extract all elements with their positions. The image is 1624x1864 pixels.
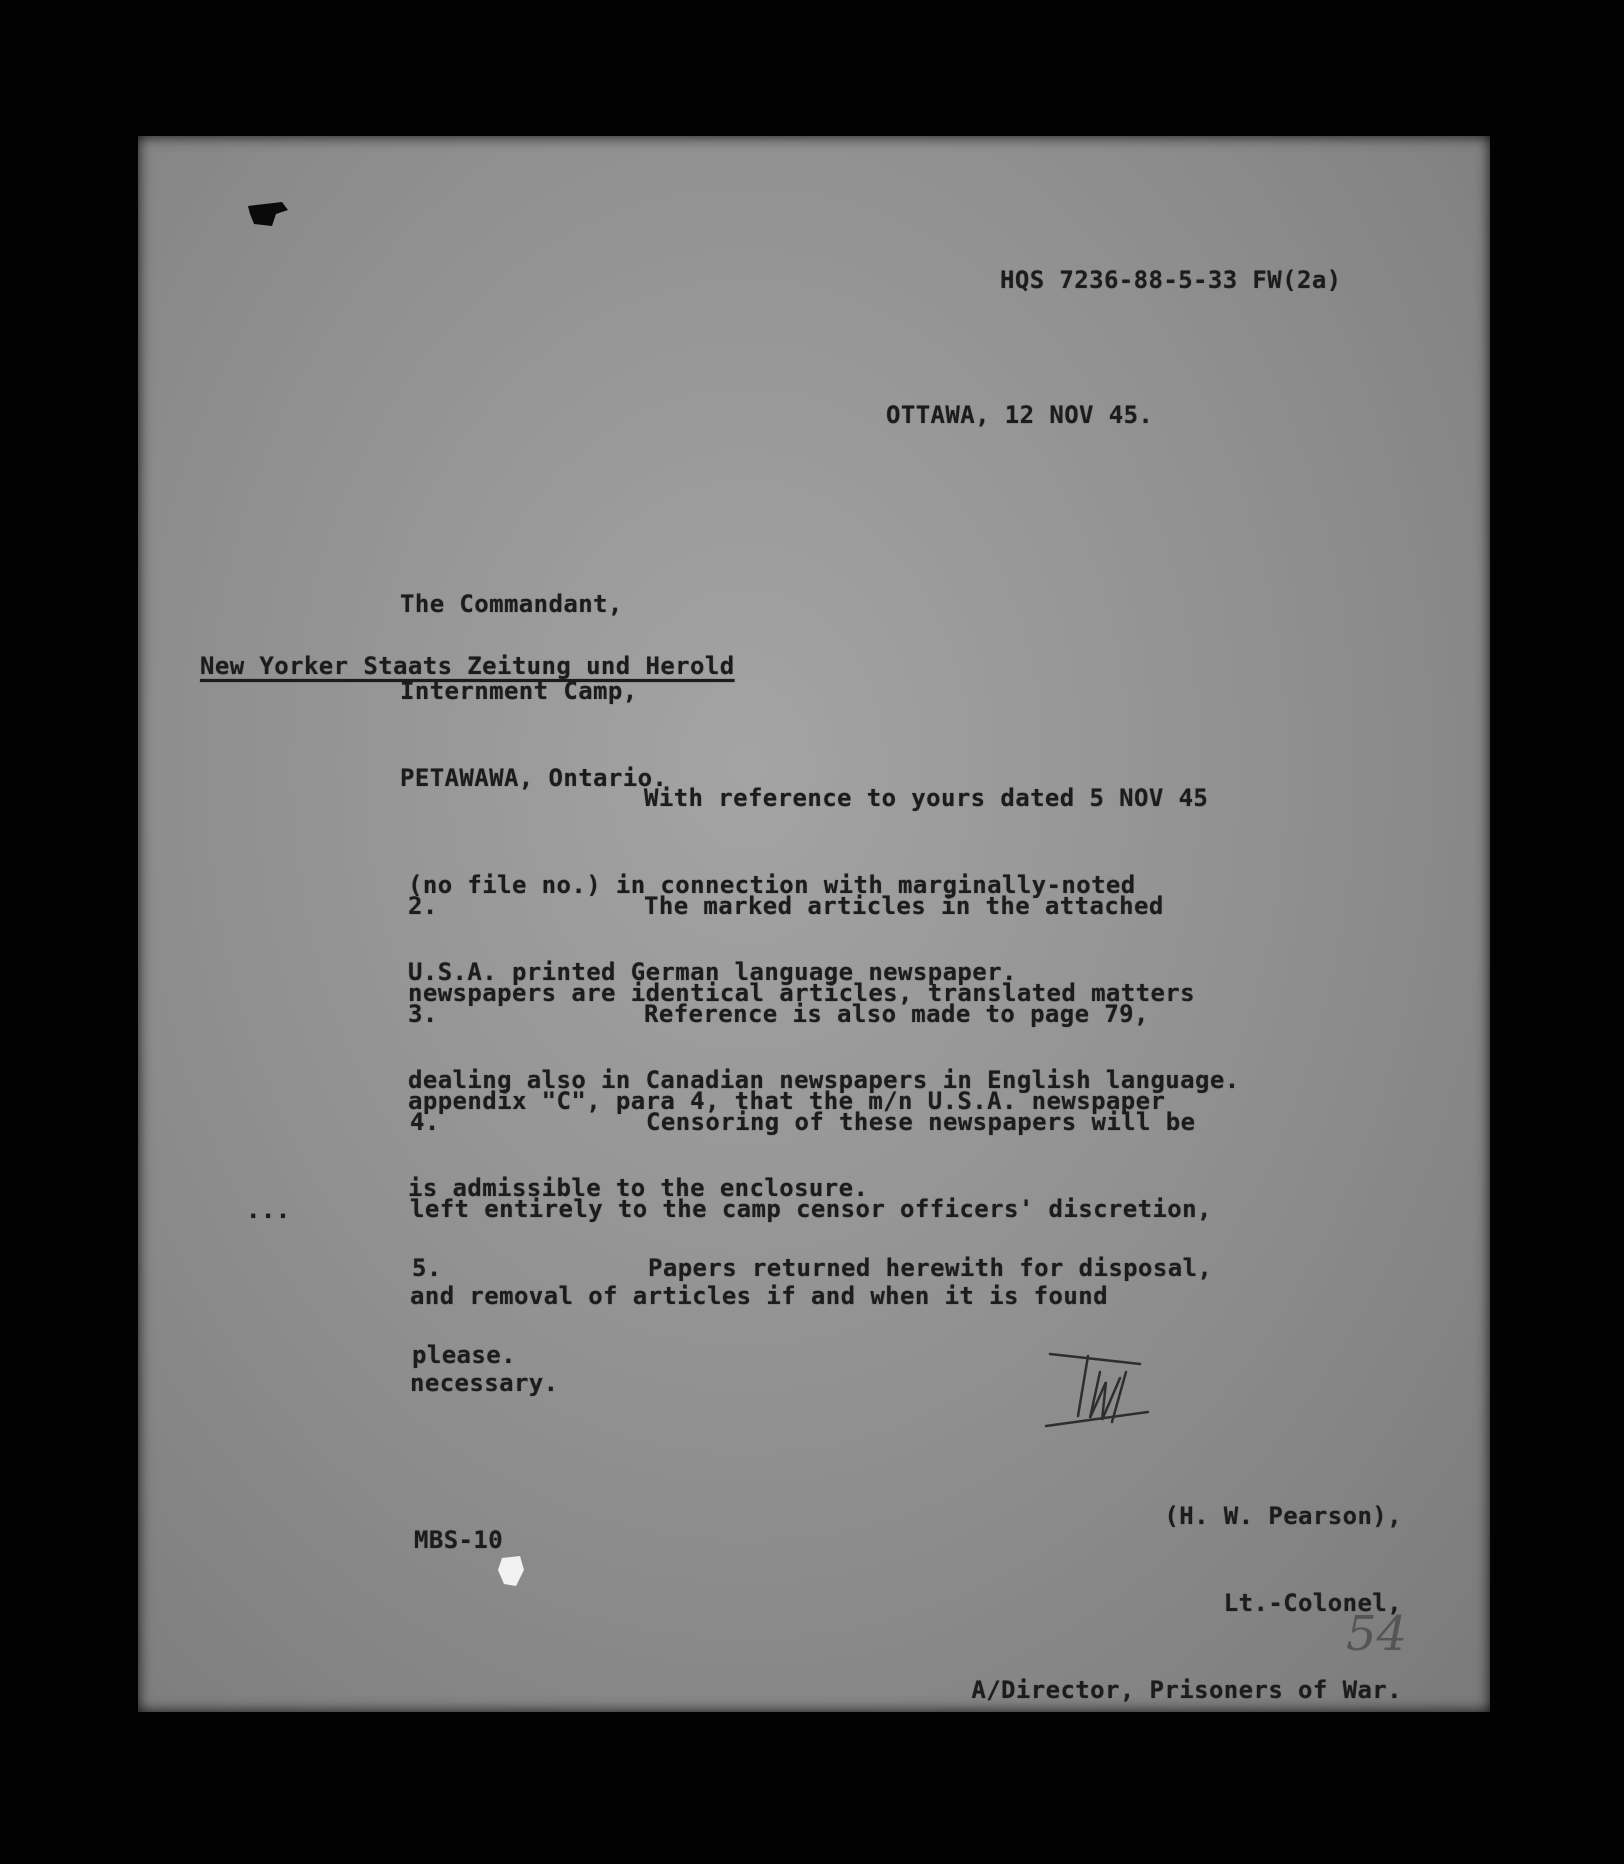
paragraph-first-line: Censoring of these newspapers will be xyxy=(646,1108,1196,1136)
paragraph-number: 3. xyxy=(408,1000,438,1028)
paragraph-line: and removal of articles if and when it is found xyxy=(410,1282,1108,1310)
handwritten-initials xyxy=(1036,1342,1166,1432)
paragraph-number: 5. xyxy=(412,1254,442,1282)
paragraph-first-line: With reference to yours dated 5 NOV 45 xyxy=(644,784,1209,812)
paragraph-first-line: The marked articles in the attached xyxy=(644,892,1164,920)
addressee-line: PETAWAWA, Ontario. xyxy=(400,764,668,792)
paragraph-line: U.S.A. printed German language newspaper. xyxy=(408,958,1017,986)
paragraph-line: is admissible to the enclosure. xyxy=(408,1174,869,1202)
margin-mark: ... xyxy=(246,1196,291,1224)
paragraph-number: 2. xyxy=(408,892,438,920)
signature-name: (H. W. Pearson), xyxy=(1164,1502,1402,1530)
addressee-line: The Commandant, xyxy=(400,590,623,618)
file-reference: HQS 7236-88-5-33 FW(2a) xyxy=(1000,266,1342,294)
paragraph-line: necessary. xyxy=(410,1369,559,1397)
addressee-line: Internment Camp, xyxy=(400,677,638,705)
subject-heading: New Yorker Staats Zeitung und Herold xyxy=(200,652,735,680)
paragraph-line: left entirely to the camp censor officers' discretion, xyxy=(410,1195,1212,1223)
document-page xyxy=(138,136,1490,1712)
paragraph-number: 4. xyxy=(410,1108,440,1136)
place-and-date: OTTAWA, 12 NOV 45. xyxy=(886,401,1154,429)
paragraph-line: (no file no.) in connection with marginally-noted xyxy=(408,871,1136,899)
signature-block xyxy=(971,1444,1402,1712)
signature-rank: Lt.-Colonel, xyxy=(1223,1589,1402,1617)
paragraph-line: please. xyxy=(412,1341,516,1369)
typist-reference: MBS-10 xyxy=(414,1526,504,1554)
paragraph-line: dealing also in Canadian newspapers in English language. xyxy=(408,1066,1240,1094)
ink-blot xyxy=(246,200,290,230)
signature-title: A/Director, Prisoners of War. xyxy=(971,1676,1402,1704)
paragraph-line: newspapers are identical articles, translated matters xyxy=(408,979,1196,1007)
paragraph-first-line: Papers returned herewith for disposal, xyxy=(648,1254,1213,1282)
paper-damage-spot xyxy=(496,1554,526,1588)
handwritten-page-number: 54 xyxy=(1346,1606,1408,1662)
paragraph-line: appendix "C", para 4, that the m/n U.S.A. newspaper xyxy=(408,1087,1166,1115)
paragraph-first-line: Reference is also made to page 79, xyxy=(644,1000,1149,1028)
